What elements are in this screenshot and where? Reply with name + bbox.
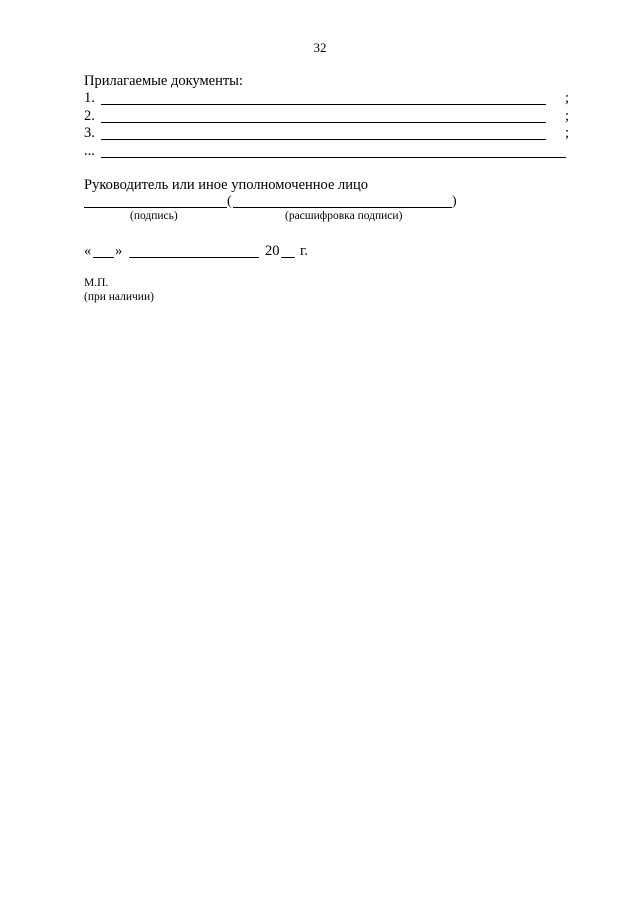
signature-blank [84,207,227,208]
close-quote: » [115,243,123,259]
blank-line [101,139,546,140]
year-suffix: г. [300,243,308,259]
line-end: ; [565,108,570,124]
attachment-number: 1. [84,90,95,106]
signature-caption: (подпись) [130,210,178,222]
date-row [84,243,344,260]
open-paren: ( [227,194,232,209]
stamp-label: М.П. [84,277,109,289]
attachment-line-more [84,143,572,160]
attachment-number: 2. [84,108,95,124]
blank-line [101,104,546,105]
blank-line [101,122,546,123]
attachment-line-2 [84,108,572,125]
stamp-note: (при наличии) [84,291,154,303]
line-end: ; [565,125,570,141]
month-blank [129,257,259,258]
open-quote: « [84,243,92,259]
close-paren: ) [452,194,457,209]
signature-row [84,194,464,210]
signature-decoding-blank [233,207,452,208]
signature-decoding-caption: (расшифровка подписи) [285,210,403,222]
attachment-line-3 [84,125,572,142]
signatory-heading: Руководитель или иное уполномоченное лицо [84,177,369,193]
blank-line [101,157,566,158]
day-blank [93,257,114,258]
attachment-number: 3. [84,125,95,141]
year-blank [281,257,295,258]
year-prefix: 20 [265,243,280,259]
page-number: 32 [313,40,327,55]
attachment-line-1 [84,90,572,107]
attachments-heading: Прилагаемые документы: [84,73,243,89]
attachment-number: ... [84,143,95,159]
line-end: ; [565,90,570,106]
